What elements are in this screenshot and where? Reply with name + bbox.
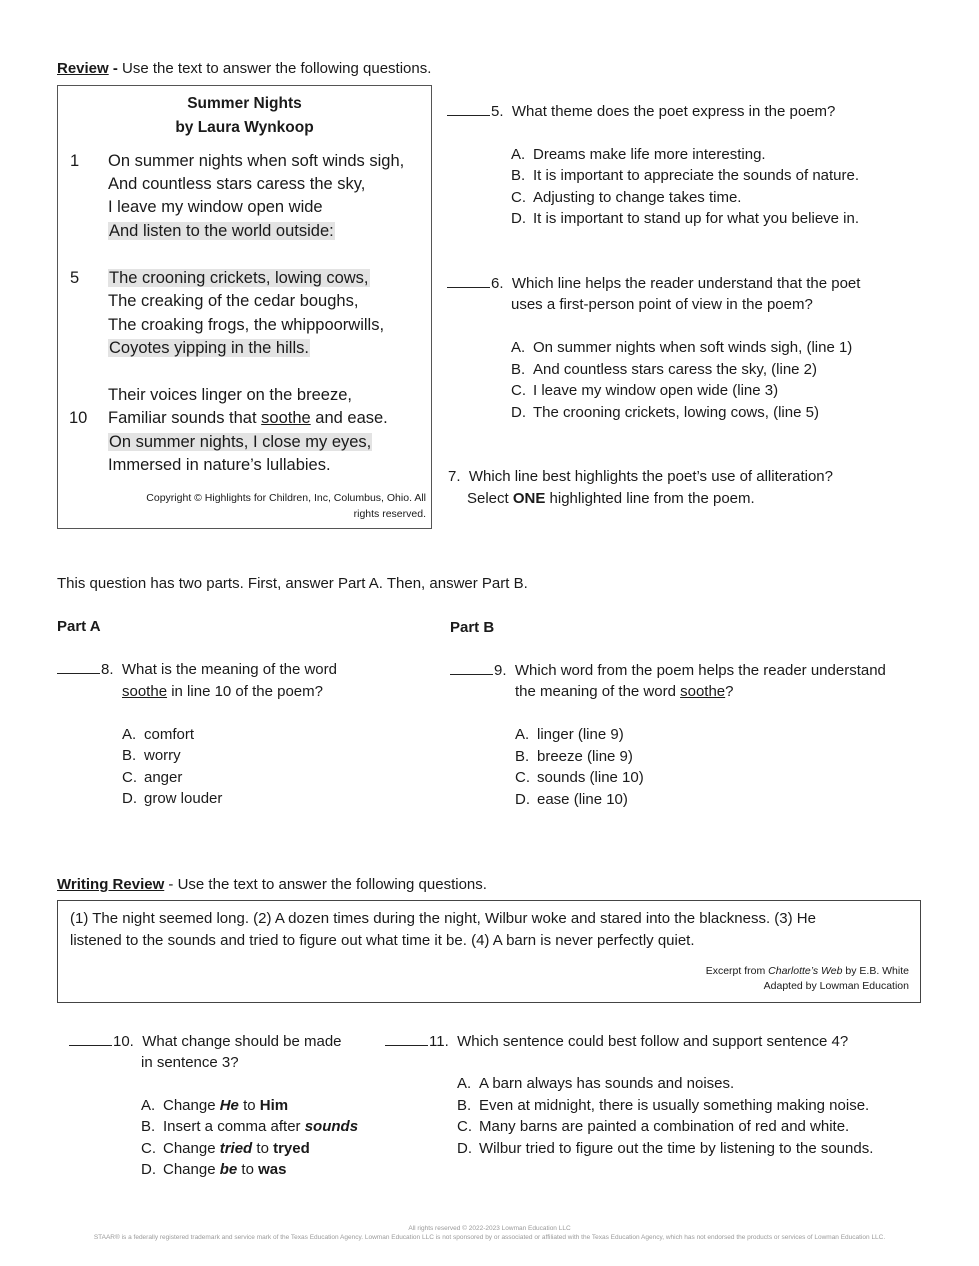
poem-line-2: And countless stars caress the sky, — [108, 175, 366, 193]
question-5: 5. What theme does the poet express in the poem? — [447, 101, 835, 122]
answer-blank-9[interactable] — [450, 660, 493, 675]
q9-option-a[interactable]: A. linger (line 9) — [515, 726, 624, 743]
footer-trademark: STAAR® is a federally registered trademark and service mark of the Texas Education Agency. Lowman Education LLC is not sponsored by or associated or affiliated with the Texas Education Agency, which has not endorsed the products or services of Lowman Education LLC. — [93, 1234, 886, 1241]
q6-option-a[interactable]: A. On summer nights when soft winds sigh, (line 1) — [511, 339, 853, 356]
writing-passage-box — [57, 900, 921, 1003]
poem-line-7: The croaking frogs, the whippoorwills, — [108, 316, 385, 334]
q10-option-c[interactable]: C. Change tried to tryed — [141, 1140, 310, 1157]
answer-blank-8[interactable] — [57, 659, 100, 674]
q10-option-b[interactable]: B. Insert a comma after sounds — [141, 1118, 359, 1135]
passage-line-2: listened to the sounds and tried to figure out what time it be. (4) A barn is never perfectly quiet. — [70, 932, 695, 949]
question-8: 8. What is the meaning of the word — [57, 659, 337, 680]
footer-copyright: All rights reserved © 2022-2023 Lowman Education LLC — [408, 1225, 571, 1232]
underlined-word-soothe: soothe — [261, 409, 311, 427]
question-11: 11. Which sentence could best follow and support sentence 4? — [385, 1031, 848, 1052]
poem-author: by Laura Wynkoop — [175, 119, 314, 136]
line-number: 10 — [69, 409, 88, 427]
poem-title: Summer Nights — [187, 95, 302, 112]
poem-line-1: On summer nights when soft winds sigh, — [108, 152, 405, 170]
q8-option-c[interactable]: C. anger — [122, 769, 183, 786]
question-7: 7. Which line best highlights the poet’s use of alliteration? — [448, 468, 833, 485]
q8-option-a[interactable]: A. comfort — [122, 726, 195, 743]
poem-line-4-highlighted[interactable]: And listen to the world outside: — [109, 222, 334, 240]
q8-option-b[interactable]: B. worry — [122, 747, 181, 764]
q11-option-d[interactable]: D. Wilbur tried to figure out the time by listening to the sounds. — [457, 1140, 874, 1157]
q11-option-b[interactable]: B. Even at midnight, there is usually something making noise. — [457, 1097, 870, 1114]
answer-blank-10[interactable] — [69, 1031, 112, 1046]
q11-option-a[interactable]: A. A barn always has sounds and noises. — [457, 1075, 735, 1092]
underlined-word-soothe: soothe — [122, 683, 168, 700]
answer-blank-6[interactable] — [447, 273, 490, 288]
q7-instruction: Select ONE highlighted line from the poem. — [467, 490, 755, 507]
review-heading: Review - Use the text to answer the following questions. — [57, 60, 432, 77]
q9-option-c[interactable]: C. sounds (line 10) — [515, 769, 644, 786]
passage-source: Excerpt from Charlotte’s Web by E.B. White Adapted by Lowman Education — [705, 965, 909, 992]
q5-option-d[interactable]: D. It is important to stand up for what you believe in. — [511, 210, 860, 227]
poem-copyright: Copyright © Highlights for Children, Inc, Columbus, Ohio. All rights reserved. — [146, 492, 426, 520]
q6-stem-continued: uses a first-person point of view in the poem? — [511, 296, 813, 313]
writing-review-heading: Writing Review - Use the text to answer the following questions. — [57, 876, 487, 893]
poem-line-11-highlighted[interactable]: On summer nights, I close my eyes, — [109, 433, 372, 451]
q8-stem-continued: soothe in line 10 of the poem? — [122, 683, 323, 700]
q10-option-d[interactable]: D. Change be to was — [141, 1161, 287, 1178]
q9-stem-continued: the meaning of the word soothe? — [515, 683, 734, 700]
q5-option-c[interactable]: C. Adjusting to change takes time. — [511, 189, 742, 206]
q10-option-a[interactable]: A. Change He to Him — [141, 1097, 289, 1114]
q9-option-d[interactable]: D. ease (line 10) — [515, 791, 628, 808]
poem-box — [57, 85, 432, 529]
q6-option-c[interactable]: C. I leave my window open wide (line 3) — [511, 382, 779, 399]
passage-line-1: (1) The night seemed long. (2) A dozen times during the night, Wilbur woke and stared into the blackness. (3) He — [70, 910, 816, 927]
poem-line-6: The creaking of the cedar boughs, — [108, 292, 359, 310]
q11-option-c[interactable]: C. Many barns are painted a combination of red and white. — [457, 1118, 850, 1135]
q8-option-d[interactable]: D. grow louder — [122, 790, 223, 807]
answer-blank-11[interactable] — [385, 1031, 428, 1046]
two-part-intro: This question has two parts. First, answer Part A. Then, answer Part B. — [57, 575, 528, 592]
answer-blank-5[interactable] — [447, 101, 490, 116]
poem-line-8-highlighted[interactable]: Coyotes yipping in the hills. — [109, 339, 309, 357]
q10-stem-continued: in sentence 3? — [141, 1054, 239, 1071]
question-9: 9. Which word from the poem helps the reader understand — [450, 660, 886, 681]
poem-line-5-highlighted[interactable]: The crooning crickets, lowing cows, — [109, 269, 369, 287]
q9-option-b[interactable]: B. breeze (line 9) — [515, 748, 633, 765]
q6-option-b[interactable]: B. And countless stars caress the sky, (line 2) — [511, 361, 818, 378]
poem-line-3: I leave my window open wide — [108, 198, 323, 216]
part-a-label: Part A — [57, 618, 101, 635]
line-number: 1 — [70, 152, 80, 170]
underlined-word-soothe: soothe — [680, 683, 726, 700]
question-10: 10. What change should be made — [69, 1031, 342, 1052]
question-6: 6. Which line helps the reader understand that the poet — [447, 273, 860, 294]
review-instruction: Use the text to answer the following questions. — [122, 60, 432, 77]
poem-line-10: Familiar sounds that soothe and ease. — [108, 409, 388, 427]
writing-review-title: Writing Review — [57, 876, 165, 893]
q6-option-d[interactable]: D. The crooning crickets, lowing cows, (line 5) — [511, 404, 819, 421]
q5-option-a[interactable]: A. Dreams make life more interesting. — [511, 146, 766, 163]
poem-line-9: Their voices linger on the breeze, — [108, 386, 352, 404]
poem-line-12: Immersed in nature’s lullabies. — [108, 456, 331, 474]
line-number: 5 — [70, 269, 80, 287]
review-title: Review — [57, 60, 109, 77]
q5-option-b[interactable]: B. It is important to appreciate the sounds of nature. — [511, 167, 860, 184]
part-b-label: Part B — [450, 619, 495, 636]
